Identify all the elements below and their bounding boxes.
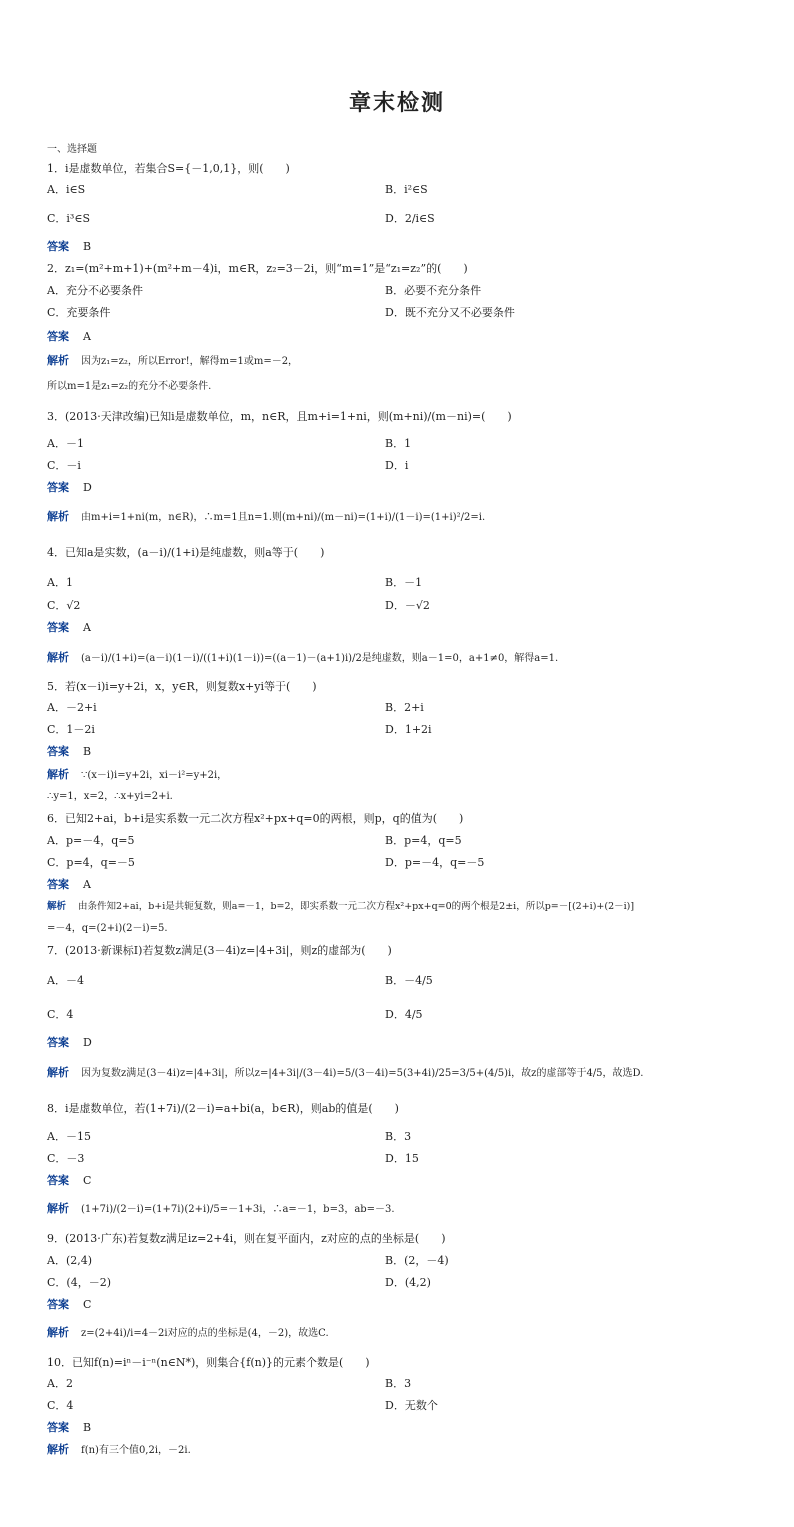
q7-option-d: D．4/5 bbox=[385, 1008, 423, 1021]
q7-answer bbox=[47, 1036, 92, 1049]
q3-option-c: C．－i bbox=[47, 459, 81, 472]
q7-option-c: C．4 bbox=[47, 1008, 74, 1021]
answer-value: B bbox=[83, 1421, 92, 1434]
q1-option-c: C．i³∈S bbox=[47, 212, 91, 225]
q2-answer bbox=[47, 330, 91, 343]
answer-value: A bbox=[83, 330, 91, 343]
q5-explanation-2: ∴y=1，x=2，∴x+yi=2+i. bbox=[47, 791, 173, 802]
q3-option-d: D．i bbox=[385, 459, 409, 472]
answer-value: A bbox=[83, 878, 91, 891]
answer-label: 答案 bbox=[47, 1174, 69, 1187]
q6-option-b: B．p=4，q=5 bbox=[385, 834, 462, 847]
question-7-stem: 7．(2013·新课标Ⅰ)若复数z满足(3－4i)z=|4+3i|，则z的虚部为( ) bbox=[47, 944, 392, 957]
q10-option-d: D．无数个 bbox=[385, 1399, 438, 1412]
q6-option-d: D．p=－4，q=－5 bbox=[385, 856, 485, 869]
q4-option-c: C．√2 bbox=[47, 599, 81, 612]
q2-option-a: A．充分不必要条件 bbox=[47, 284, 143, 297]
q9-option-a: A．(2,4) bbox=[47, 1254, 93, 1267]
answer-label: 答案 bbox=[47, 1036, 69, 1049]
answer-label: 答案 bbox=[47, 1421, 69, 1434]
explain-label: 解析 bbox=[47, 901, 67, 912]
q7-option-b: B．－4/5 bbox=[385, 974, 433, 987]
q1-option-d: D．2/i∈S bbox=[385, 212, 435, 225]
q5-option-c: C．1－2i bbox=[47, 723, 95, 736]
explain-text: 因为z₁=z₂，所以Error!，解得m=1或m=－2， bbox=[81, 356, 299, 367]
q1-option-a: A．i∈S bbox=[47, 183, 86, 196]
q10-option-c: C．4 bbox=[47, 1399, 74, 1412]
q9-option-b: B．(2，－4) bbox=[385, 1254, 449, 1267]
question-2-stem: 2．z₁=(m²+m+1)+(m²+m－4)i，m∈R，z₂=3－2i，则“m=1”是“z₁=z₂”的( ) bbox=[47, 262, 468, 275]
answer-value: D bbox=[83, 481, 92, 494]
explain-text: (1+7i)/(2－i)=(1+7i)(2+i)/5=－1+3i，∴a=－1，b=3，ab=－3. bbox=[81, 1204, 395, 1215]
q10-option-a: A．2 bbox=[47, 1377, 73, 1390]
q4-explanation bbox=[47, 651, 558, 665]
q6-explanation-2: =－4，q=(2+i)(2－i)=5. bbox=[47, 923, 168, 934]
answer-label: 答案 bbox=[47, 745, 69, 758]
question-8-stem: 8．i是虚数单位，若(1+7i)/(2－i)=a+bi(a，b∈R)，则ab的值是( ) bbox=[47, 1102, 399, 1115]
question-3-stem: 3．(2013·天津改编)已知i是虚数单位，m，n∈R，且m+i=1+ni，则(m+ni)/(m－ni)=( ) bbox=[47, 410, 512, 423]
q10-option-b: B．3 bbox=[385, 1377, 412, 1390]
question-4-stem: 4．已知a是实数，(a－i)/(1+i)是纯虚数，则a等于( ) bbox=[47, 546, 325, 559]
explain-label: 解析 bbox=[47, 1326, 69, 1339]
q5-option-d: D．1+2i bbox=[385, 723, 432, 736]
q2-option-d: D．既不充分又不必要条件 bbox=[385, 306, 515, 319]
question-6-stem: 6．已知2+ai，b+i是实系数一元二次方程x²+px+q=0的两根，则p，q的值为( ) bbox=[47, 812, 464, 825]
answer-label: 答案 bbox=[47, 481, 69, 494]
q4-option-d: D．－√2 bbox=[385, 599, 430, 612]
q10-answer bbox=[47, 1421, 91, 1434]
q1-answer bbox=[47, 240, 91, 253]
q2-option-c: C．充要条件 bbox=[47, 306, 111, 319]
explain-label: 解析 bbox=[47, 510, 69, 523]
answer-label: 答案 bbox=[47, 240, 69, 253]
answer-value: B bbox=[83, 240, 92, 253]
q8-option-c: C．－3 bbox=[47, 1152, 85, 1165]
q2-option-b: B．必要不充分条件 bbox=[385, 284, 482, 297]
q7-explanation bbox=[47, 1066, 643, 1080]
q5-option-b: B．2+i bbox=[385, 701, 424, 714]
explain-label: 解析 bbox=[47, 354, 69, 367]
q6-answer bbox=[47, 878, 91, 891]
q3-option-a: A．－1 bbox=[47, 437, 84, 450]
answer-value: C bbox=[83, 1174, 92, 1187]
section-heading: 一、选择题 bbox=[47, 144, 97, 155]
explain-text: ∵(x－i)i=y+2i，xi－i²=y+2i， bbox=[81, 770, 228, 781]
page-title: 章末检测 bbox=[348, 90, 445, 116]
explain-text: z=(2+4i)/i=4－2i对应的点的坐标是(4，－2)，故选C. bbox=[81, 1328, 329, 1339]
explain-label: 解析 bbox=[47, 768, 69, 781]
q10-explanation bbox=[47, 1443, 191, 1457]
explain-text: f(n)有三个值0,2i，－2i. bbox=[81, 1445, 191, 1456]
explain-label: 解析 bbox=[47, 1443, 69, 1456]
q4-option-a: A．1 bbox=[47, 576, 73, 589]
q6-explanation-1 bbox=[47, 900, 634, 913]
q5-option-a: A．－2+i bbox=[47, 701, 97, 714]
answer-label: 答案 bbox=[47, 878, 69, 891]
explain-text: 由条件知2+ai，b+i是共轭复数，则a=－1，b=2，即实系数一元二次方程x²+px+q=0的两个根是2±i，所以p=－[(2+i)+(2－i)] bbox=[78, 901, 635, 912]
question-1-stem: 1．i是虚数单位，若集合S={－1,0,1}，则( ) bbox=[47, 162, 290, 175]
explain-label: 解析 bbox=[47, 1202, 69, 1215]
q8-option-d: D．15 bbox=[385, 1152, 419, 1165]
q1-option-b: B．i²∈S bbox=[385, 183, 428, 196]
answer-label: 答案 bbox=[47, 621, 69, 634]
q2-explanation-1 bbox=[47, 354, 298, 368]
answer-value: D bbox=[83, 1036, 92, 1049]
q9-answer bbox=[47, 1298, 91, 1311]
q3-answer bbox=[47, 481, 92, 494]
explain-label: 解析 bbox=[47, 1066, 69, 1079]
q2-explanation-2: 所以m=1是z₁=z₂的充分不必要条件. bbox=[47, 381, 212, 392]
q6-option-c: C．p=4，q=－5 bbox=[47, 856, 135, 869]
question-9-stem: 9．(2013·广东)若复数z满足iz=2+4i，则在复平面内，z对应的点的坐标是( ) bbox=[47, 1232, 446, 1245]
q5-explanation-1 bbox=[47, 768, 227, 782]
answer-label: 答案 bbox=[47, 330, 69, 343]
q5-answer bbox=[47, 745, 91, 758]
q8-explanation bbox=[47, 1202, 395, 1216]
q3-explanation bbox=[47, 510, 485, 524]
q9-option-d: D．(4,2) bbox=[385, 1276, 431, 1289]
q9-option-c: C．(4，－2) bbox=[47, 1276, 111, 1289]
q4-answer bbox=[47, 621, 91, 634]
explain-text: (a－i)/(1+i)=(a－i)(1－i)/((1+i)(1－i))=((a－1)－(a+1)i)/2是纯虚数，则a－1=0，a+1≠0，解得a=1. bbox=[81, 653, 559, 664]
answer-value: B bbox=[83, 745, 92, 758]
q7-option-a: A．－4 bbox=[47, 974, 84, 987]
q3-option-b: B．1 bbox=[385, 437, 412, 450]
q6-option-a: A．p=－4，q=5 bbox=[47, 834, 135, 847]
answer-label: 答案 bbox=[47, 1298, 69, 1311]
explain-label: 解析 bbox=[47, 651, 69, 664]
question-5-stem: 5．若(x－i)i=y+2i，x，y∈R，则复数x+yi等于( ) bbox=[47, 680, 317, 693]
q9-explanation bbox=[47, 1326, 329, 1340]
answer-value: A bbox=[83, 621, 91, 634]
q8-option-b: B．3 bbox=[385, 1130, 412, 1143]
answer-value: C bbox=[83, 1298, 92, 1311]
q8-option-a: A．－15 bbox=[47, 1130, 91, 1143]
question-10-stem: 10．已知f(n)=iⁿ－i⁻ⁿ(n∈N*)，则集合{f(n)}的元素个数是( ) bbox=[47, 1356, 370, 1369]
q8-answer bbox=[47, 1174, 91, 1187]
q4-option-b: B．－1 bbox=[385, 576, 423, 589]
explain-text: 由m+i=1+ni(m，n∈R)，∴m=1且n=1.则(m+ni)/(m－ni)=(1+i)/(1－i)=(1+i)²/2=i. bbox=[81, 512, 486, 523]
explain-text: 因为复数z满足(3－4i)z=|4+3i|，所以z=|4+3i|/(3－4i)=5/(3－4i)=5(3+4i)/25=3/5+(4/5)i，故z的虚部等于4/5，故选D. bbox=[81, 1068, 644, 1079]
